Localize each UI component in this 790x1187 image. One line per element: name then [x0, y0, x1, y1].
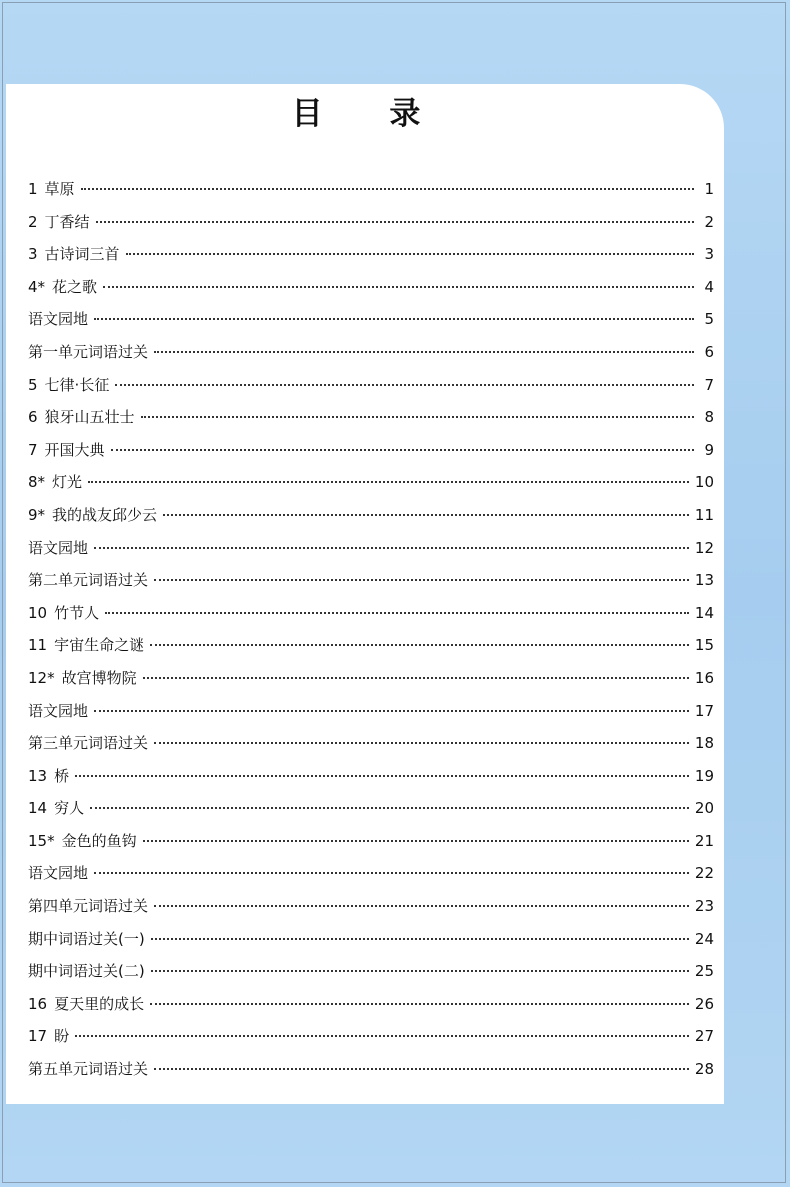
toc-entry-title: 古诗词三首: [44, 245, 120, 264]
toc-entry-page-number: 19: [694, 766, 714, 785]
toc-dot-leader: [94, 710, 689, 712]
toc-dot-leader: [94, 872, 689, 874]
toc-entry-page-number: 26: [694, 994, 714, 1013]
toc-dot-leader: [154, 351, 694, 353]
toc-entry-page-number: 5: [704, 310, 714, 329]
toc-entry-page-number: 4: [704, 277, 714, 296]
toc-entry[interactable]: [28, 341, 714, 374]
toc-dot-leader: [75, 1035, 689, 1037]
toc-entry[interactable]: [28, 504, 714, 537]
toc-entry-page-number: 18: [694, 734, 714, 753]
toc-entry-number: 8*: [28, 473, 46, 492]
toc-entry-page-number: 24: [694, 929, 714, 948]
toc-entry-page-number: 15: [694, 636, 714, 655]
toc-entry-page-number: 1: [704, 180, 714, 198]
toc-entry-page-number: 28: [694, 1060, 714, 1079]
toc-entry-number: 10: [28, 603, 48, 622]
toc-entry[interactable]: [28, 862, 714, 895]
toc-entry-title: 丁香结: [44, 212, 90, 231]
toc-entry-page-number: 7: [704, 375, 714, 394]
toc-entry-number: 15*: [28, 831, 55, 850]
toc-entry-title: 灯光: [52, 473, 83, 492]
toc-entry-title: 第五单元词语过关: [28, 1060, 149, 1079]
toc-dot-leader: [94, 318, 694, 320]
toc-entry[interactable]: [28, 211, 714, 244]
toc-entry[interactable]: [28, 243, 714, 276]
toc-entry-title: 开国大典: [44, 440, 105, 459]
toc-dot-leader: [96, 221, 694, 223]
toc-entry[interactable]: [28, 667, 714, 700]
toc-dot-leader: [126, 253, 694, 255]
toc-entry-number: 12*: [28, 668, 55, 687]
toc-entry-number: 16: [28, 994, 48, 1013]
toc-entry-title: 第四单元词语过关: [28, 897, 149, 916]
toc-entry-title: 第一单元词语过关: [28, 342, 149, 361]
toc-entry-page-number: 16: [694, 668, 714, 687]
toc-dot-leader: [75, 775, 689, 777]
page-title: 目 录: [291, 96, 449, 132]
toc-entry-title: 盼: [54, 1027, 70, 1046]
toc-dot-leader: [163, 514, 689, 516]
toc-dot-leader: [143, 677, 689, 679]
toc-dot-leader: [151, 938, 689, 940]
toc-entry-page-number: 17: [694, 701, 714, 720]
toc-entry-page-number: 13: [694, 571, 714, 590]
toc-dot-leader: [105, 612, 689, 614]
toc-entry[interactable]: [28, 1058, 714, 1091]
toc-dot-leader: [88, 481, 689, 483]
toc-entry[interactable]: [28, 830, 714, 863]
toc-entry-number: 3: [28, 245, 38, 264]
toc-entry[interactable]: [28, 700, 714, 733]
toc-entry[interactable]: [28, 439, 714, 472]
toc-entry-page-number: 9: [704, 440, 714, 459]
toc-entry[interactable]: [28, 732, 714, 765]
toc-entry-title: 期中词语过关(二): [28, 962, 145, 981]
toc-entry[interactable]: [28, 276, 714, 309]
toc-entry[interactable]: [28, 537, 714, 570]
toc-dot-leader: [94, 547, 689, 549]
toc-entry-title: 金色的鱼钩: [61, 831, 137, 850]
toc-dot-leader: [154, 1068, 689, 1070]
toc-dot-leader: [150, 644, 689, 646]
toc-dot-leader: [150, 1003, 689, 1005]
toc-entry-number: 17: [28, 1027, 48, 1046]
toc-entry-title: 桥: [54, 766, 70, 785]
toc-entry[interactable]: [28, 406, 714, 439]
toc-entry-page-number: 11: [694, 505, 714, 524]
toc-entry-title: 期中词语过关(一): [28, 929, 145, 948]
toc-entry-page-number: 23: [694, 897, 714, 916]
toc-entry-page-number: 25: [694, 962, 714, 981]
toc-entry[interactable]: [28, 993, 714, 1026]
toc-dot-leader: [81, 188, 694, 190]
toc-entry-page-number: 12: [694, 538, 714, 557]
toc-dot-leader: [111, 449, 694, 451]
toc-dot-leader: [151, 970, 689, 972]
toc-entry-title: 花之歌: [52, 277, 98, 296]
toc-entry-title: 第二单元词语过关: [28, 571, 149, 590]
toc-entry-number: 7: [28, 440, 38, 459]
toc-entry-number: 14: [28, 799, 48, 818]
toc-dot-leader: [103, 286, 694, 288]
toc-entry-number: 11: [28, 636, 48, 655]
toc-dot-leader: [115, 384, 694, 386]
toc-entry-page-number: 6: [704, 342, 714, 361]
toc-dot-leader: [154, 579, 689, 581]
toc-entry-number: 6: [28, 408, 38, 427]
toc-entry-page-number: 10: [694, 473, 714, 492]
toc-dot-leader: [90, 807, 689, 809]
toc-entry-title: 第三单元词语过关: [28, 734, 149, 753]
toc-entry-number: 2: [28, 212, 38, 231]
toc-entry-page-number: 14: [694, 603, 714, 622]
toc-entry-page-number: 3: [704, 245, 714, 264]
toc-entry-title: 七律·长征: [44, 375, 110, 394]
toc-dot-leader: [154, 905, 689, 907]
toc-dot-leader: [154, 742, 689, 744]
toc-entry[interactable]: [28, 960, 714, 993]
toc-entry-title: 竹节人: [54, 603, 100, 622]
toc-entry-title: 语文园地: [28, 538, 89, 557]
toc-entry-number: 9*: [28, 505, 46, 524]
toc-entry[interactable]: [28, 797, 714, 830]
toc-entry-title: 语文园地: [28, 701, 89, 720]
toc-entry-title: 穷人: [54, 799, 85, 818]
toc-entry-title: 我的战友邱少云: [52, 505, 158, 524]
toc-entry-number: 4*: [28, 277, 46, 296]
toc-entry[interactable]: [28, 1025, 714, 1058]
toc-entry-title: 狼牙山五壮士: [44, 408, 135, 427]
toc-entry-title: 宇宙生命之谜: [54, 636, 145, 655]
toc-entry[interactable]: [28, 308, 714, 341]
toc-entry-page-number: 20: [694, 799, 714, 818]
toc-entry[interactable]: [28, 928, 714, 961]
toc-entry-title: 语文园地: [28, 864, 89, 883]
toc-entry[interactable]: [28, 471, 714, 504]
toc-entry-page-number: 27: [694, 1027, 714, 1046]
toc-entry-page-number: 22: [694, 864, 714, 883]
toc-entry[interactable]: [28, 765, 714, 798]
toc-dot-leader: [141, 416, 694, 418]
toc-entry-page-number: 8: [704, 408, 714, 427]
toc-entry[interactable]: [28, 634, 714, 667]
toc-entry[interactable]: [28, 374, 714, 407]
toc-entry-title: 夏天里的成长: [54, 994, 145, 1013]
toc-entry-number: 5: [28, 375, 38, 394]
toc-entry[interactable]: [28, 569, 714, 602]
toc-entry-title: 故宫博物院: [61, 668, 137, 687]
toc-entry-title: 语文园地: [28, 310, 89, 329]
toc-entry-number: 1: [28, 180, 38, 198]
toc-entry-title: 草原: [44, 180, 75, 198]
toc-entry-number: 13: [28, 766, 48, 785]
table-of-contents: [28, 178, 714, 1091]
toc-entry[interactable]: [28, 178, 714, 211]
toc-dot-leader: [143, 840, 689, 842]
toc-entry[interactable]: [28, 895, 714, 928]
toc-entry-page-number: 21: [694, 831, 714, 850]
toc-entry-page-number: 2: [704, 212, 714, 231]
toc-entry[interactable]: [28, 602, 714, 635]
